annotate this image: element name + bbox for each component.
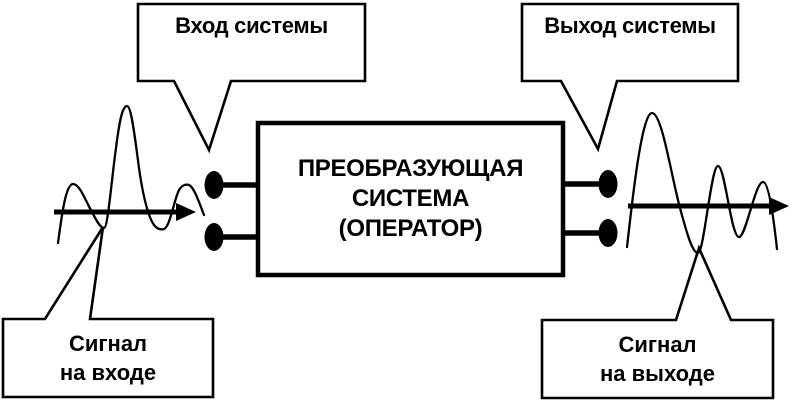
input-terminal-top (205, 171, 224, 199)
output-signal-waveform (627, 113, 777, 253)
signal-out-line1: Сигнал (618, 332, 697, 357)
signal-in-line2: на входе (59, 360, 157, 385)
input-signal-waveform (58, 106, 204, 243)
output-terminal-top (599, 170, 618, 198)
signal-out-callout-label (542, 320, 773, 398)
signal-in-callout-label (3, 319, 213, 397)
system-box-line1: ПРЕОБРАЗУЮЩАЯ (297, 155, 524, 182)
signal-out-line2: на выходе (600, 361, 715, 386)
system-box-label (258, 123, 563, 275)
input-arrowhead-icon (176, 203, 196, 221)
input-callout-label: Вход системы (175, 13, 328, 38)
output-terminal-bottom (599, 219, 618, 247)
system-box-line3: (ОПЕРАТОР) (338, 215, 483, 242)
output-callout-label: Выход системы (544, 13, 716, 38)
signal-in-line1: Сигнал (68, 331, 148, 356)
system-box-line2: СИСТЕМА (351, 185, 470, 212)
input-terminal-bottom (205, 223, 224, 251)
